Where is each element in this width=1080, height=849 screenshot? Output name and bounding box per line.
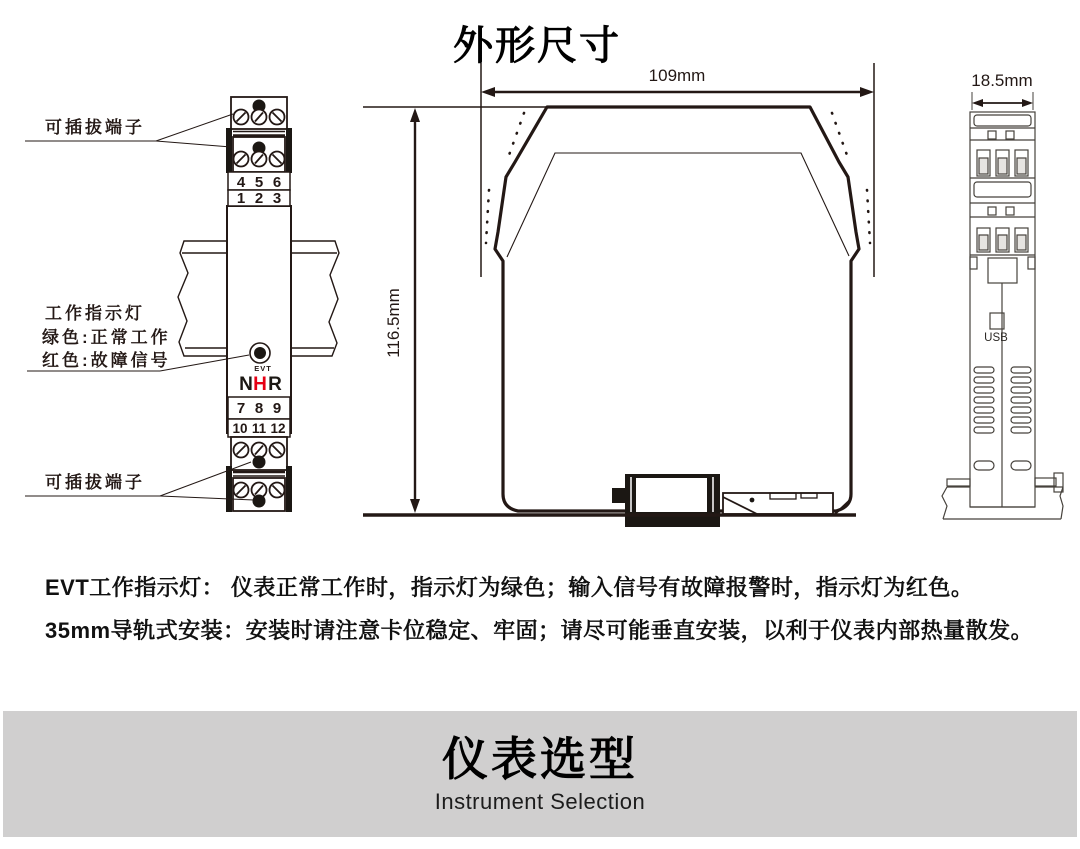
bottom-terminal-block [226,437,292,512]
top-terminal-callout-label: 可插拔端子 [45,118,145,137]
arrow-right [860,87,874,97]
dim-109-label: 109mm [648,66,706,85]
indicator-callout-line1: 工作指示灯 [45,304,145,323]
terminal-7: 7 [236,400,246,417]
clip-tab-left [947,479,970,486]
front-view [25,97,339,512]
evt-indicator-light [250,343,270,363]
banner-title: 仪表选型 [442,733,638,785]
screw [234,443,285,458]
terminal-11: 11 [251,421,267,436]
terminal-4: 4 [236,174,246,191]
brand-n: N [239,374,253,395]
terminal-12: 12 [270,421,286,436]
bottom-terminal-callout-label: 可插拔端子 [45,473,145,492]
evt-label: EVT [254,364,272,373]
brand-h: H [253,374,267,395]
screw [234,152,285,167]
screw [234,110,285,125]
housing-profile [495,107,859,511]
arrow-down [410,499,420,513]
brand-r: R [268,374,282,395]
terminal-10: 10 [232,421,248,436]
terminal-dot [253,456,266,469]
rail-latch [723,493,851,515]
rail-clip [612,474,720,527]
arrow-left [972,99,983,107]
terminal-6: 6 [272,174,282,191]
indicator-callout-line2: 绿色:正常工作 [42,328,171,347]
dim-116-label: 116.5mm [384,288,403,358]
brand-logo [239,374,282,395]
arrow-left [481,87,495,97]
dim-18mm [971,71,1033,110]
dim-18-label: 18.5mm [971,71,1033,90]
section-banner [3,711,1077,837]
terminal-dot [253,495,266,508]
terminal-5: 5 [254,174,264,191]
notes-block [45,566,1055,652]
terminal-8: 8 [254,400,264,417]
page-title: 外形尺寸 [453,24,621,68]
note-evt: EVT工作指示灯： 仪表正常工作时，指示灯为绿色；输入信号有故障报警时，指示灯为红色。 [45,575,974,600]
terminal-2: 2 [254,190,264,207]
side-view [363,63,874,527]
usb-label: USB [984,332,1008,344]
indicator-callout-line3: 红色:故障信号 [42,351,171,370]
top-terminal-block [226,97,292,173]
arrow-up [410,108,420,122]
terminal-3: 3 [272,190,282,207]
right-view [942,71,1063,519]
terminal-1: 1 [236,190,246,207]
terminal-9: 9 [272,400,282,417]
arrow-right [1022,99,1033,107]
dim-116mm [384,108,420,513]
note-rail: 35mm导轨式安装：安装时请注意卡位稳定、牢固；请尽可能垂直安装，以利于仪表内部热量散发。 [45,618,1034,643]
banner-subtitle: Instrument Selection [434,789,646,814]
clip-handle-right [1035,473,1063,492]
